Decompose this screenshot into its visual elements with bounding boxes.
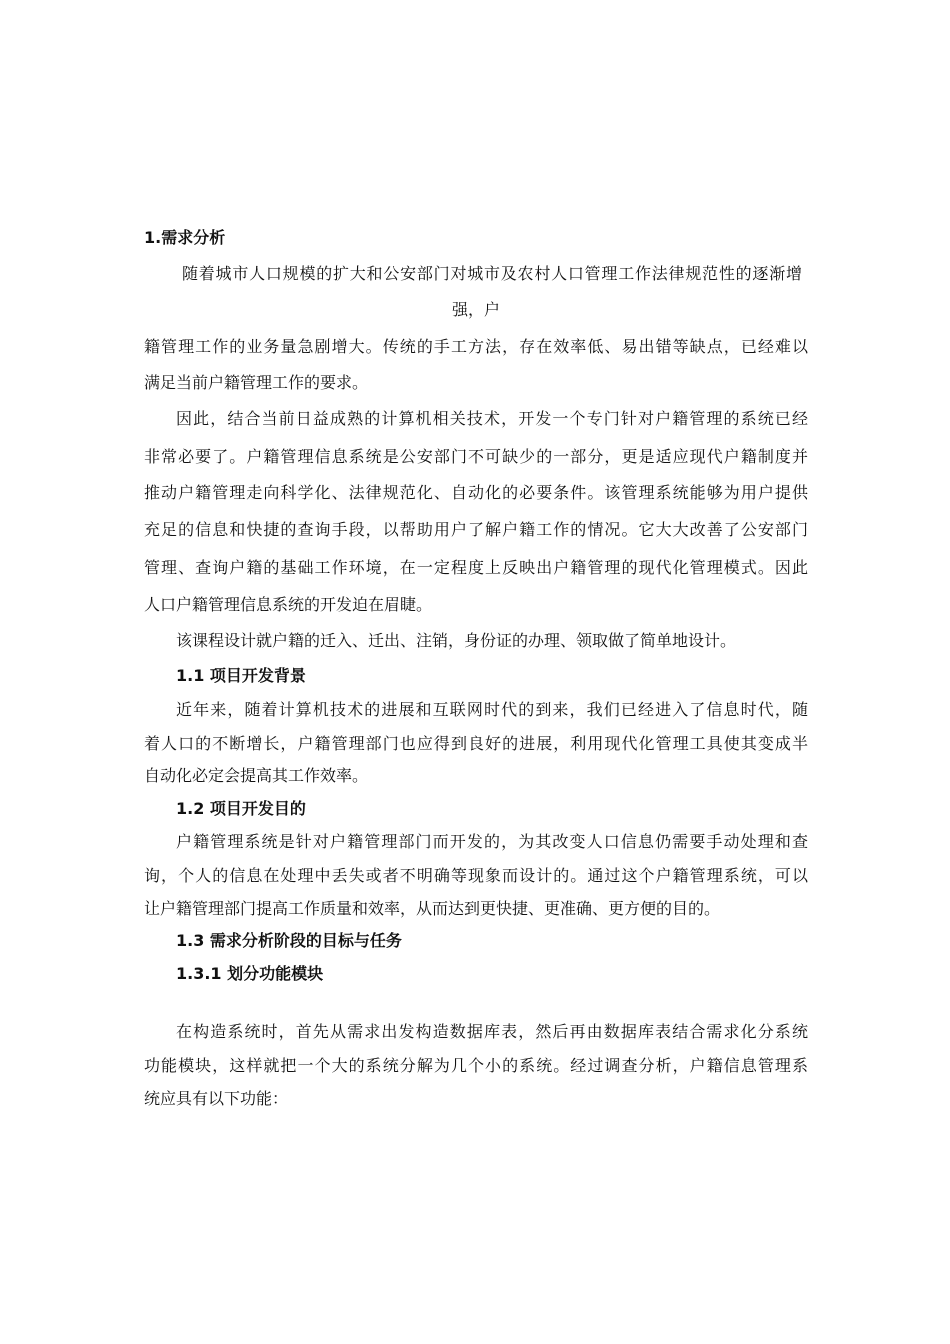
- paragraph-line: 随着城市人口规模的扩大和公安部门对城市及农村人口管理工作法律规范性的逐渐增: [182, 264, 802, 283]
- paragraph-line: 人口户籍管理信息系统的开发迫在眉睫。: [144, 595, 433, 614]
- paragraph-line: 满足当前户籍管理工作的要求。: [144, 373, 369, 392]
- heading-requirements-analysis: 1.需求分析: [144, 228, 226, 247]
- heading-function-modules: 1.3.1 划分功能模块: [176, 964, 324, 983]
- paragraph-line: 充足的信息和快捷的查询手段，以帮助用户了解户籍工作的情况。它大大改善了公安部门: [144, 520, 808, 539]
- paragraph-line: 户籍管理系统是针对户籍管理部门而开发的，为其改变人口信息仍需要手动处理和查: [176, 832, 808, 851]
- heading-goals-and-tasks: 1.3 需求分析阶段的目标与任务: [176, 931, 402, 950]
- paragraph-line: 自动化必定会提高其工作效率。: [144, 766, 369, 785]
- paragraph-line: 在构造系统时，首先从需求出发构造数据库表，然后再由数据库表结合需求化分系统: [176, 1022, 808, 1041]
- heading-project-purpose: 1.2 项目开发目的: [176, 799, 306, 818]
- paragraph-line: 统应具有以下功能：: [144, 1089, 289, 1108]
- paragraph-line: 询，个人的信息在处理中丢失或者不明确等现象而设计的。通过这个户籍管理系统，可以: [144, 866, 808, 885]
- paragraph-line: 着人口的不断增长，户籍管理部门也应得到良好的进展，利用现代化管理工具使其变成半: [144, 734, 808, 753]
- paragraph-line: 因此，结合当前日益成熟的计算机相关技术，开发一个专门针对户籍管理的系统已经: [176, 409, 808, 428]
- paragraph-line: 强，户: [451, 300, 500, 319]
- paragraph-line: 功能模块，这样就把一个大的系统分解为几个小的系统。经过调查分析，户籍信息管理系: [144, 1056, 808, 1075]
- paragraph-line: 推动户籍管理走向科学化、法律规范化、自动化的必要条件。该管理系统能够为用户提供: [144, 483, 808, 502]
- paragraph-line: 管理、查询户籍的基础工作环境，在一定程度上反映出户籍管理的现代化管理模式。因此: [144, 558, 808, 577]
- paragraph-line: 籍管理工作的业务量急剧增大。传统的手工方法，存在效率低、易出错等缺点，已经难以: [144, 337, 808, 356]
- paragraph-line: 非常必要了。户籍管理信息系统是公安部门不可缺少的一部分，更是适应现代户籍制度并: [144, 447, 808, 466]
- paragraph-line: 该课程设计就户籍的迁入、迁出、注销，身份证的办理、领取做了简单地设计。: [176, 631, 737, 650]
- paragraph-line: 近年来，随着计算机技术的进展和互联网时代的到来，我们已经进入了信息时代，随: [176, 700, 808, 719]
- heading-project-background: 1.1 项目开发背景: [176, 666, 306, 685]
- paragraph-line: 让户籍管理部门提高工作质量和效率，从而达到更快捷、更准确、更方便的目的。: [144, 899, 721, 918]
